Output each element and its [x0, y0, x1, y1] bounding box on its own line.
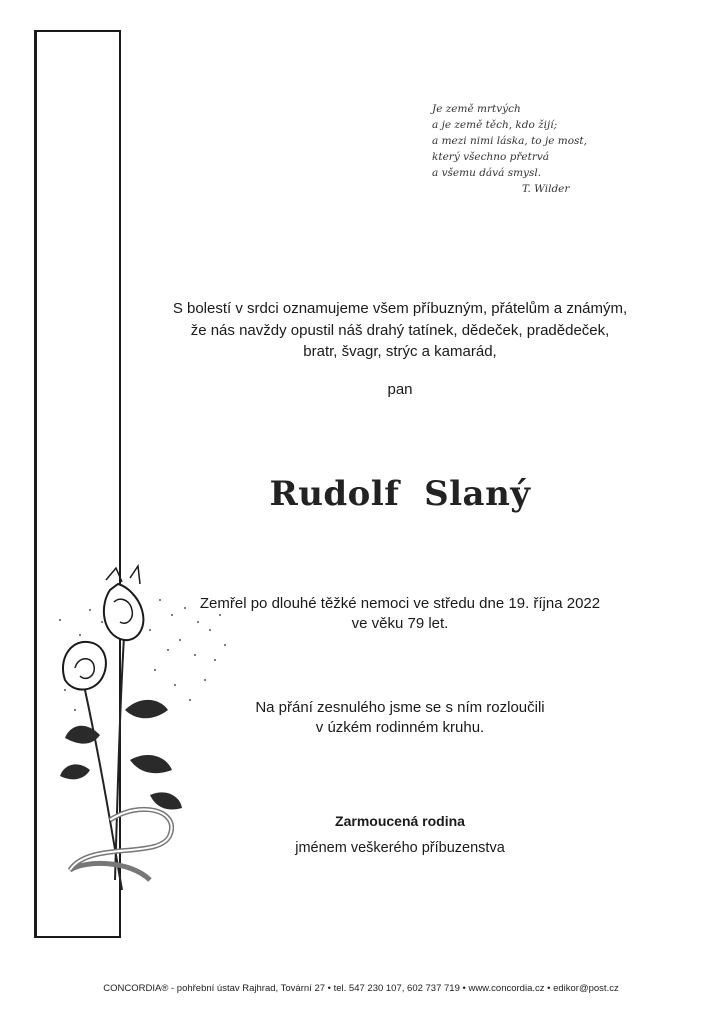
farewell-line: v úzkém rodinném kruhu. — [315, 719, 485, 736]
intro-line: S bolestí v srdci oznamujeme všem příbuzným, přátelům a známým, — [172, 300, 628, 317]
quote-line: který všechno přetrvá — [432, 151, 550, 163]
quote-author: T. Wilder — [522, 183, 570, 195]
family-signature: Zarmoucená rodina — [335, 813, 465, 829]
intro-line: bratr, švagr, strýc a kamarád, — [303, 343, 497, 360]
quote-line: a je země těch, kdo žijí; — [432, 119, 558, 131]
footer-contact: CONCORDIA® - pohřební ústav Rajhrad, Tovární 27 • tel. 547 230 107, 602 737 719 • www.concordia.cz • edikor@post.cz — [103, 983, 619, 994]
announcement-intro — [120, 298, 680, 363]
death-details — [120, 594, 680, 634]
quote-line: Je země mrtvých — [432, 103, 521, 115]
quote-line: a mezi nimi láska, to je most, — [432, 135, 587, 147]
honorific: pan — [387, 381, 413, 398]
quote-line: a všemu dává smysl. — [432, 167, 542, 179]
farewell-line: Na přání zesnulého jsme se s ním rozloučili — [255, 699, 545, 716]
deceased-name: Rudolf Slaný — [269, 474, 531, 514]
farewell-note — [120, 698, 680, 738]
death-line: Zemřel po dlouhé těžké nemoci ve středu dne 19. října 2022 — [199, 595, 601, 612]
intro-line: že nás navždy opustil náš drahý tatínek, dědeček, pradědeček, — [190, 321, 610, 339]
quote-block — [432, 101, 632, 197]
death-line: ve věku 79 let. — [351, 615, 449, 632]
relatives-line: jménem veškerého příbuzenstva — [295, 840, 505, 856]
